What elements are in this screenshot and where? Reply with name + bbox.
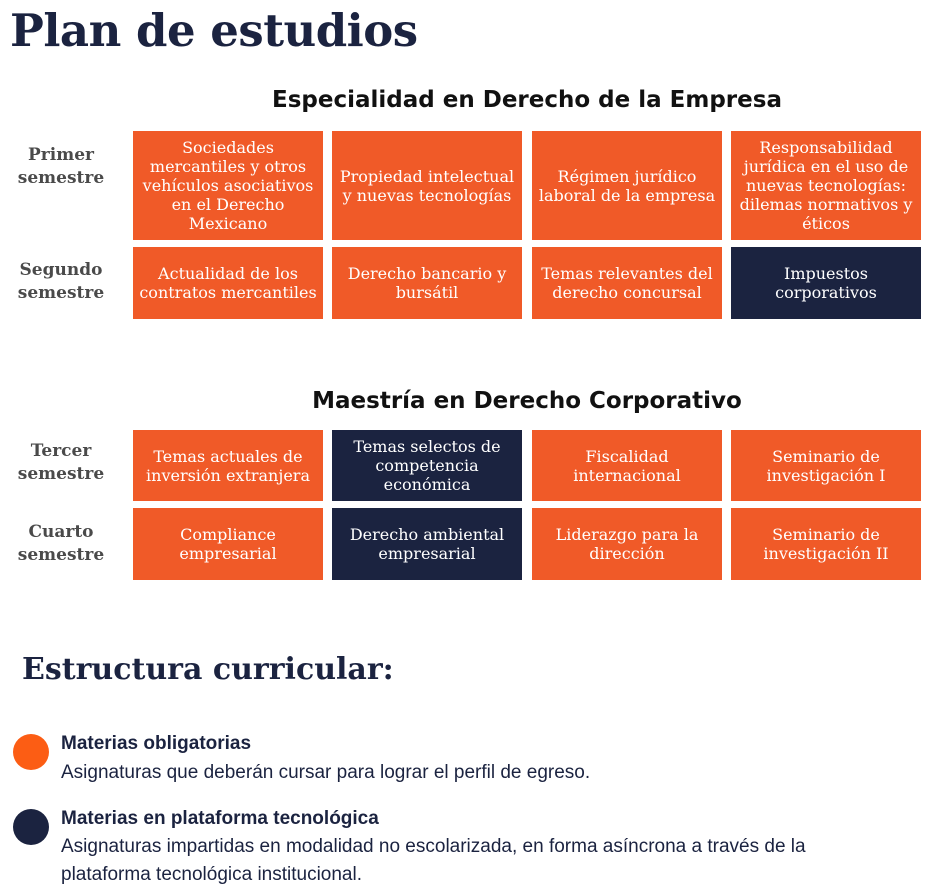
course-cell: Actualidad de los contratos mercantiles [133,247,323,319]
legend-title-obligatorias: Materias obligatorias [61,733,252,754]
course-cell: Fiscalidad internacional [532,430,722,501]
page-title: Plan de estudios [10,4,418,57]
course-cell: Seminario de investigación II [731,508,921,580]
course-cell: Seminario de investigación I [731,430,921,501]
course-cell: Liderazgo para la dirección [532,508,722,580]
semester-label-tercer: Tercer semestre [17,441,105,484]
section-title-especialidad: Especialidad en Derecho de la Empresa [272,87,782,113]
course-cell: Derecho bancario y bursátil [332,247,522,319]
section-title-maestria: Maestría en Derecho Corporativo [312,388,742,414]
course-cell: Compliance empresarial [133,508,323,580]
course-cell: Propiedad intelectual y nuevas tecnologías [332,131,522,240]
course-cell: Temas selectos de competencia económica [332,430,522,501]
course-cell: Derecho ambiental empresarial [332,508,522,580]
course-cell: Sociedades mercantiles y otros vehículos asociativos en el Derecho Mexicano [133,131,323,240]
course-cell: Temas actuales de inversión extranjera [133,430,323,501]
semester-label-cuarto: Cuarto semestre [17,522,105,565]
course-cell: Temas relevantes del derecho concursal [532,247,722,319]
orange-circle-icon [13,734,49,770]
legend-description-plataforma: Asignaturas impartidas en modalidad no escolarizada, en forma asíncrona a través de la plataforma tecnológica institucional. [61,836,806,885]
navy-circle-icon [13,809,49,845]
semester-label-primer: Primer semestre [17,145,105,188]
course-cell: Impuestos corporativos [731,247,921,319]
course-cell: Régimen jurídico laboral de la empresa [532,131,722,240]
course-cell: Responsabilidad jurídica en el uso de nuevas tecnologías: dilemas normativos y éticos [731,131,921,240]
legend-description-obligatorias: Asignaturas que deberán cursar para lograr el perfil de egreso. [61,762,591,783]
semester-label-segundo: Segundo semestre [17,260,105,303]
legend-title-plataforma: Materias en plataforma tecnológica [61,808,379,829]
structure-title: Estructura curricular: [22,652,394,687]
